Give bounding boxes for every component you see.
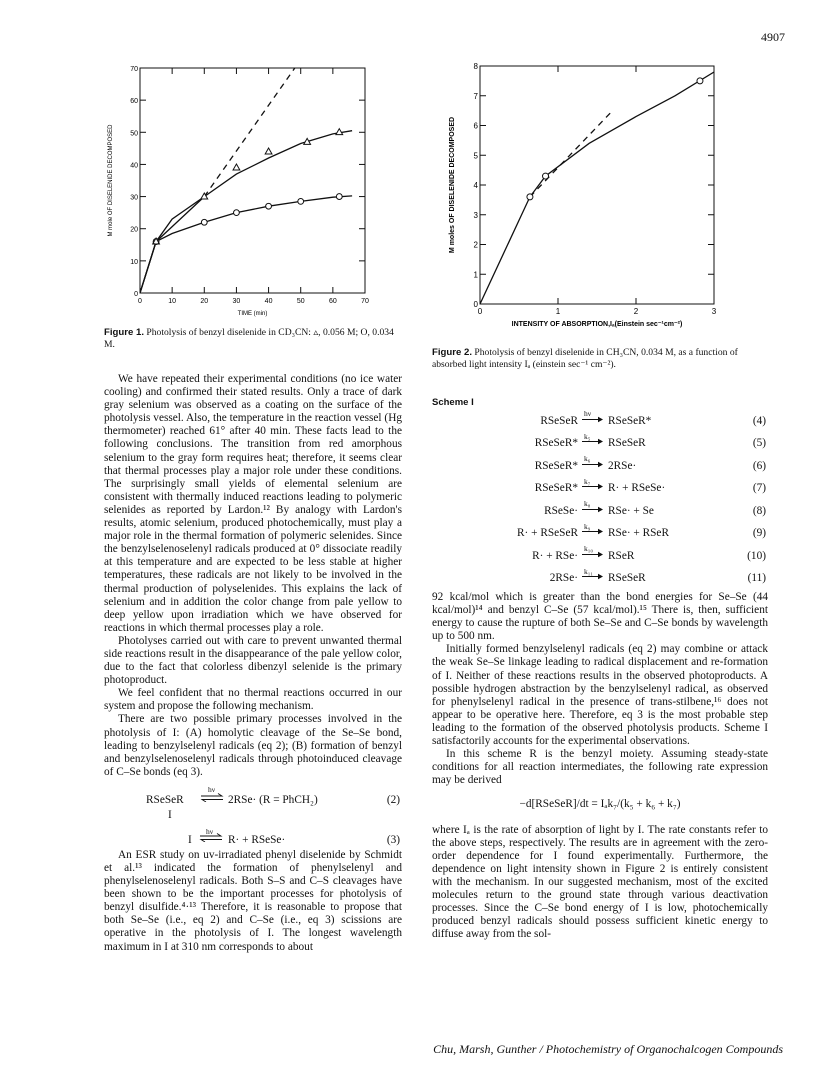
series-0.056M-curve bbox=[140, 131, 352, 293]
right-paragraph-3: In this scheme R is the benzyl moiety. Assuming steady-state conditions for all reaction intermediates, the following rate expression may be derived bbox=[432, 748, 768, 787]
reaction-arrow bbox=[582, 414, 604, 426]
data-point bbox=[543, 173, 549, 179]
equation-3-number: (3) bbox=[386, 833, 400, 846]
figure-2-caption-text: Photolysis of benzyl diselenide in CH₃CN, 0.034 M, as a function of absorbed light intensity Iₐ (einstein sec⁻¹ cm⁻²). bbox=[432, 347, 738, 370]
equation-3-hv: hν bbox=[206, 826, 214, 836]
scheme-label: Scheme I bbox=[432, 397, 474, 408]
reaction-arrow bbox=[582, 504, 604, 516]
scheme-product: RSeR bbox=[608, 549, 635, 562]
equilibrium-arrow bbox=[200, 793, 224, 806]
scheme-step-7 bbox=[432, 476, 768, 499]
y-axis-label: M moles OF DISELENIDE DECOMPOSED bbox=[449, 116, 456, 254]
scheme-reactant: RSeSeR* bbox=[534, 437, 578, 449]
scheme-equation-number: (8) bbox=[752, 504, 766, 517]
scheme-equation-number: (4) bbox=[752, 414, 766, 427]
scheme-product: R· + RSeSe· bbox=[608, 482, 666, 494]
scheme-product: RSeSeR* bbox=[608, 414, 652, 427]
x-tick-label: 2 bbox=[633, 307, 639, 316]
figure-1-chart bbox=[104, 52, 394, 322]
scheme-equation-number: (11) bbox=[747, 572, 766, 584]
y-tick-label: 1 bbox=[473, 270, 478, 280]
scheme-reactant: RSeSeR bbox=[540, 414, 578, 427]
figure-2-caption bbox=[432, 347, 772, 370]
left-paragraph-2: Photolyses carried out with care to prevent unwanted thermal side reactions result in the disappearance of the pale yellow color, due to the fact that colorless dibenzyl selenide is the primary photoproduct. bbox=[104, 634, 402, 687]
y-tick-label: 5 bbox=[473, 151, 478, 161]
figure-1-caption-label: Figure 1. bbox=[104, 327, 144, 338]
equation-2-label bbox=[104, 809, 402, 823]
equation-2-rhs: 2RSe· (R = PhCH₂) bbox=[228, 793, 318, 806]
left-paragraph-1: We have repeated their experimental conditions (no ice water cooling) and confirmed their stated results. Only a trace of dark gray selenium was observed as a coating on the surface of the photolysis vessel. Also, the temperature in the reaction vessel (Hg thermometer) reached 61° after 40 min. These facts lead to the following conclusions. The transition from red amorphous selenium to the gray form requires heat; therefore, it seems clear that thermal processes play a major role under these conditions. The surprisingly small yields of elemental selenium are consistent with thermally induced reactions leading to polymeric selenides as reported by Lardon.¹² By analogy with Lardon's results, atomic selenium, produced photochemically, must play a major role in the thermal formation of polymeric selenides. Since the benzylselenoselenyl radicals produced at 0° dissociate readily at this temperature and are expected to be less stable at higher temperatures, these radicals are not likely to be involved in the thermal production of polyselenides. This explains the lack of selenium and in addition the color change from pale yellow to deep yellow upon irradiation which we have observed for reactions in which thermal processes play a role. bbox=[104, 373, 402, 634]
scheme-rate-constant: k₇ bbox=[584, 476, 591, 486]
triangle-point bbox=[265, 148, 272, 154]
scheme-step-4 bbox=[432, 408, 768, 431]
y-tick-label: 60 bbox=[130, 98, 138, 106]
left-paragraph-3: We feel confident that no thermal reactions occurred in our system and propose the following mechanism. bbox=[104, 687, 402, 713]
equation-2-number: (2) bbox=[386, 793, 400, 806]
x-axis-label: INTENSITY OF ABSORPTION,Iₐ(Einstein sec⁻¹cm⁻²) bbox=[511, 321, 683, 328]
scheme-equation-number: (9) bbox=[752, 527, 766, 539]
rate-equation: −d[RSeSeR]/dt = Iₐk₇/(k₅ + k₆ + k₇) bbox=[519, 798, 681, 811]
reaction-arrow bbox=[582, 436, 604, 448]
scheme-equation-number: (10) bbox=[747, 549, 766, 562]
y-tick-label: 2 bbox=[473, 240, 478, 250]
x-tick-label: 60 bbox=[328, 298, 337, 305]
page-number: 4907 bbox=[761, 30, 785, 44]
y-tick-label: 0 bbox=[134, 291, 138, 298]
scheme-step-8 bbox=[432, 498, 768, 521]
equation-3 bbox=[104, 825, 402, 849]
left-column bbox=[104, 373, 402, 954]
scheme-rate-constant: k₁₁ bbox=[584, 566, 593, 576]
circle-point bbox=[298, 198, 304, 204]
x-tick-label: 20 bbox=[200, 298, 209, 305]
y-tick-label: 6 bbox=[473, 121, 478, 131]
x-tick-label: 50 bbox=[296, 298, 305, 305]
equation-3-rhs: R· + RSeSe· bbox=[228, 833, 286, 846]
x-tick-label: 0 bbox=[138, 298, 142, 305]
scheme-reactant: 2RSe· bbox=[549, 572, 578, 584]
reaction-arrow bbox=[582, 549, 604, 561]
scheme-rate-constant: hν bbox=[584, 409, 592, 418]
scheme-product: RSe· + RSeR bbox=[608, 527, 669, 539]
extrapolation-dashed-line bbox=[530, 111, 613, 197]
equilibrium-arrow-3 bbox=[199, 833, 223, 846]
x-tick-label: 40 bbox=[264, 298, 273, 305]
x-tick-label: 3 bbox=[711, 307, 717, 316]
data-point bbox=[527, 194, 533, 200]
y-tick-label: 10 bbox=[130, 258, 138, 266]
scheme-product: RSeSeR bbox=[608, 572, 646, 584]
reaction-arrow bbox=[582, 526, 604, 538]
scheme-rate-constant: k₅ bbox=[584, 431, 591, 441]
extrapolation-dashed-line bbox=[204, 55, 304, 197]
triangle-point bbox=[233, 164, 240, 170]
scheme-step-11 bbox=[432, 566, 768, 589]
x-axis-label: TIME (min) bbox=[237, 311, 268, 317]
equation-2-lhs: RSeSeR bbox=[146, 793, 184, 806]
figure-1-caption bbox=[104, 327, 404, 350]
y-tick-label: 8 bbox=[473, 62, 478, 71]
circle-point bbox=[266, 203, 272, 209]
y-tick-label: 4 bbox=[473, 181, 478, 190]
series-0.034M-curve bbox=[140, 196, 352, 293]
x-tick-label: 30 bbox=[232, 298, 241, 305]
equation-2-hv: hν bbox=[208, 784, 216, 794]
right-column bbox=[432, 591, 768, 941]
compound-label-I: I bbox=[168, 808, 172, 821]
scheme-equation-number: (7) bbox=[752, 482, 766, 494]
data-point bbox=[697, 78, 703, 84]
left-paragraph-4: There are two possible primary processes involved in the photolysis of I: (A) homolytic cleavage of the Se–Se bond, leading to benzylselenyl radicals (eq 2); (B) formation of benzyl and benzylselenoselenyl radicals through photoinduced cleavage of C–Se bonds (eq 3). bbox=[104, 713, 402, 778]
scheme-step-10 bbox=[432, 543, 768, 566]
scheme-rate-constant: k₁₀ bbox=[584, 544, 593, 553]
circle-point bbox=[336, 194, 342, 200]
right-paragraph-1: 92 kcal/mol which is greater than the bond energies for Se–Se (44 kcal/mol)¹⁴ and benzyl C–Se (57 kcal/mol).¹⁵ There is, then, sufficient energy to cause the rupture of both Se–Se and C–Se bonds by wavelength up to 500 nm. bbox=[432, 591, 768, 643]
scheme-rate-constant: k₆ bbox=[584, 454, 591, 463]
figure-1 bbox=[104, 52, 394, 322]
x-tick-label: 70 bbox=[361, 298, 369, 305]
y-tick-label: 70 bbox=[130, 66, 138, 73]
initial-line bbox=[140, 197, 204, 293]
x-tick-label: 1 bbox=[555, 307, 561, 316]
plot-frame bbox=[480, 66, 714, 304]
y-tick-label: 0 bbox=[473, 300, 478, 309]
scheme-reactant: R· + RSeSeR bbox=[517, 527, 578, 539]
equation-3-lhs: I bbox=[188, 833, 192, 846]
circle-point bbox=[201, 219, 207, 225]
reaction-arrow bbox=[582, 459, 604, 471]
figure-2-plot-area bbox=[480, 72, 714, 304]
scheme-reactant: RSeSeR* bbox=[534, 459, 578, 472]
scheme-product: RSe· + Se bbox=[608, 504, 654, 517]
scheme-equation-number: (5) bbox=[752, 437, 766, 449]
circle-point bbox=[234, 210, 240, 216]
scheme-reactant: R· + RSe· bbox=[532, 549, 578, 562]
scheme-1 bbox=[432, 408, 768, 588]
scheme-reactant: RSeSeR* bbox=[534, 482, 578, 494]
y-tick-label: 20 bbox=[130, 226, 138, 234]
scheme-step-9 bbox=[432, 521, 768, 544]
x-tick-label: 10 bbox=[168, 298, 177, 305]
right-paragraph-2: Initially formed benzylselenyl radicals (eq 2) may combine or attack the weak Se–Se linkage leading to radical displacement and re-formation of I. Neither of these reactions results in the observed photoproducts. A possible hydrogen abstraction by the benzylselenyl radical, as observed for phenylselenyl radical in the presence of trans-stilbene,¹⁶ does not appear to be operative here. Therefore, eq 3 is the most probable step leading to the formation of the observed photolysis products. Scheme I satisfactorily accounts for the experimental observations. bbox=[432, 643, 768, 748]
reaction-arrow bbox=[582, 571, 604, 583]
scheme-product: RSeSeR bbox=[608, 437, 646, 449]
running-footer: Chu, Marsh, Gunther / Photochemistry of Organochalcogen Compounds bbox=[433, 1042, 783, 1056]
left-paragraph-5: An ESR study on uv-irradiated phenyl diselenide by Schmidt et al.¹³ indicated the formation of phenylselenyl and phenylselenoselenyl radicals. Both S–S and C–S cleavages have been shown to be the important processes for photolysis of benzyl disulfide.⁴·¹³ Therefore, it is reasonable to propose that both Se–Se (i.e., eq 2) and C–Se (i.e., eq 3) scissions are operative in the photolysis of I. The longest wavelength maximum in I at 310 nm corresponds to about bbox=[104, 848, 402, 953]
y-tick-label: 40 bbox=[130, 162, 138, 170]
plot-frame bbox=[140, 68, 365, 293]
scheme-product: 2RSe· bbox=[608, 459, 637, 472]
figure-2-caption-label: Figure 2. bbox=[432, 347, 472, 358]
y-tick-label: 3 bbox=[473, 210, 478, 220]
y-axis-label: M mole OF DISELENIDE DECOMPOSED bbox=[108, 124, 114, 237]
scheme-rate-constant: k₈ bbox=[584, 499, 591, 508]
figure-1-caption-text: Photolysis of benzyl diselenide in CD₃CN: ▵, 0.056 M; O, 0.034 M. bbox=[104, 327, 394, 350]
fit-curve bbox=[480, 72, 714, 304]
y-tick-label: 50 bbox=[130, 130, 138, 138]
figure-2 bbox=[444, 52, 744, 342]
right-paragraph-4: where Iₐ is the rate of absorption of light by I. The rate constants refer to the above steps, respectively. The results are in agreement with the zero-order dependence for I found experimentally. Furthermore, the dependence on light intensity shown in Figure 2 is entirely consistent with the mechanism. In our suggested mechanism, most of the excited molecules return to the ground state through various deactivation processes. Since the C–Se bond energy of I is low, photochemically produced benzyl radicals should possess sufficient kinetic energy to diffuse away from the sol- bbox=[432, 823, 768, 941]
y-tick-label: 7 bbox=[473, 91, 478, 101]
scheme-equation-number: (6) bbox=[752, 459, 766, 472]
scheme-reactant: RSeSe· bbox=[544, 504, 578, 517]
scheme-step-6 bbox=[432, 453, 768, 476]
triangle-point bbox=[336, 129, 343, 135]
reaction-arrow bbox=[582, 481, 604, 493]
x-tick-label: 0 bbox=[477, 307, 483, 316]
scheme-rate-constant: k₉ bbox=[584, 521, 591, 531]
figure-1-plot-area bbox=[140, 55, 352, 293]
figure-2-chart bbox=[444, 52, 744, 342]
scheme-step-5 bbox=[432, 431, 768, 454]
y-tick-label: 30 bbox=[130, 194, 138, 202]
equation-2 bbox=[104, 783, 402, 809]
